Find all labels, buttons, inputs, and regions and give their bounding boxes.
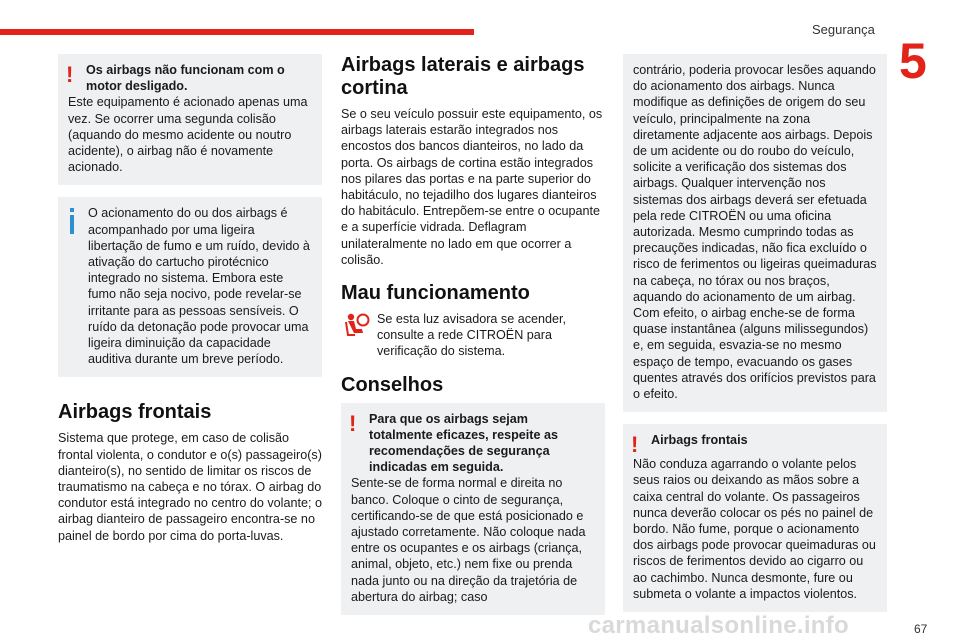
section-title: Segurança: [812, 22, 875, 37]
advice-text: Sente-se de forma normal e direita no banco. Coloque o cinto de segurança, certificando-se de que está posicionado e ajustado corretamente. Não coloque nada entre os ocupantes e os airbags (criança, animal, objeto, etc.) nem fixe ou prenda nada junto ou na direção da trajetória de abertura do airbag; caso: [351, 476, 586, 604]
warning-box-engine-off: [58, 54, 322, 185]
column-1: [58, 54, 322, 544]
info-box-text: O acionamento do ou dos airbags é acompanhado por uma ligeira libertação de fumo e um ruído, devido à ativação do cartucho pirotécnico integrado no sistema. Embora este fumo não seja nocivo, pode revelar-se irritante para as pessoas sensíveis. O ruído da detonação pode provocar uma ligeira diminuição da capacidade auditiva durante um breve período.: [88, 206, 310, 367]
front-airbags-warning-text: Não conduza agarrando o volante pelos seus raios ou deixando as mãos sobre a caixa central do volante. Os passageiros nunca deverão colocar os pés no painel de bordo. Não fume, porque o acionamento dos airbags pode provocar queimaduras ou riscos de ferimentos devido ao cigarro ou ao cachimbo. Nunca desmonte, fure ou submeta o volante a impactos violentos.: [633, 457, 876, 601]
malfunction-warning: [341, 311, 605, 360]
warning-box-advice: [341, 403, 605, 615]
side-curtain-body: Se o seu veículo possuir este equipamento, os airbags laterais estarão integrados nos encostos dos bancos dianteiros, no lado da porta. Os airbags de cortina estão integrados nos pilares das portas e na parte superior do habitáculo, no tejadilho dos lugares dianteiros do habitáculo. Entrepõem-se entre o ocupante e a superfície vidrada. Deflagram unilateralmente no lado em que ocorrer a colisão.: [341, 107, 603, 267]
warning-box-title: Os airbags não funcionam com o motor desligado.: [86, 63, 285, 94]
warning-exclamation-icon: !: [349, 410, 357, 436]
top-accent-bar: [0, 29, 474, 35]
warning-exclamation-icon: !: [66, 62, 74, 87]
advice-continued-box: [623, 54, 887, 412]
front-airbags-body: Sistema que protege, em caso de colisão frontal violenta, o condutor e o(s) passageiro(s) dianteiro(s), no sentido de limitar os riscos de traumatismo na cabeça e no tórax. O airbag do condutor está integrado no centro do volante; o airbag dianteiro de passageiro encontra-se no painel de bordo por cima do porta-luvas.: [58, 431, 322, 543]
advice-title: Para que os airbags sejam totalmente eficazes, respeite as recomendações de segurança indicadas em seguida.: [369, 411, 558, 475]
info-box-smoke: [58, 197, 322, 377]
info-icon: [68, 205, 88, 367]
chapter-number: 5: [899, 33, 927, 89]
warning-box-front-airbags: [623, 424, 887, 612]
warning-box-text: Este equipamento é acionado apenas uma vez. Se ocorrer uma segunda colisão (aquando do mesmo acidente ou noutro acidente), o airbag não é novamente acionado.: [68, 95, 308, 175]
airbag-warning-icon: [341, 311, 371, 341]
warning-exclamation-icon: !: [631, 432, 639, 458]
heading-malfunction: Mau funcionamento: [341, 282, 530, 305]
front-airbags-warning-title: Airbags frontais: [651, 433, 748, 448]
column-3: [623, 54, 887, 612]
advice-continued-text: contrário, poderia provocar lesões aquando do acionamento dos airbags. Nunca modifique as definições de origem do seu veículo, principalmente na zona diretamente adjacente aos airbags. Depois de um acidente ou do roubo do veículo, solicite a verificação dos sistemas dos airbags. Qualquer intervenção nos sistemas dos airbags deverá ser efetuada pela rede CITROËN ou uma oficina autorizada. Mesmo cumprindo todas as precauções indicadas, não fica excluído o risco de ferimentos ou ligeiras queimaduras na cabeça, no tórax ou nos braços, aquando do acionamento de um airbag. Com efeito, o airbag enche-se de forma quase instantânea (alguns milissegundos) e, em seguida, esvazia-se no mesmo espaço de tempo, evacuando os gases quentes através dos orifícios previstos para o efeito.: [633, 63, 877, 402]
column-2: [341, 54, 605, 615]
heading-side-curtain-airbags: Airbags laterais e airbags cortina: [341, 54, 585, 99]
page-number: 67: [914, 622, 928, 636]
heading-advice: Conselhos: [341, 373, 444, 396]
malfunction-text: Se esta luz avisadora se acender, consulte a rede CITROËN para verificação do sistema.: [377, 312, 567, 359]
watermark: carmanualsonline.info: [588, 612, 850, 639]
heading-front-airbags: Airbags frontais: [58, 401, 212, 424]
